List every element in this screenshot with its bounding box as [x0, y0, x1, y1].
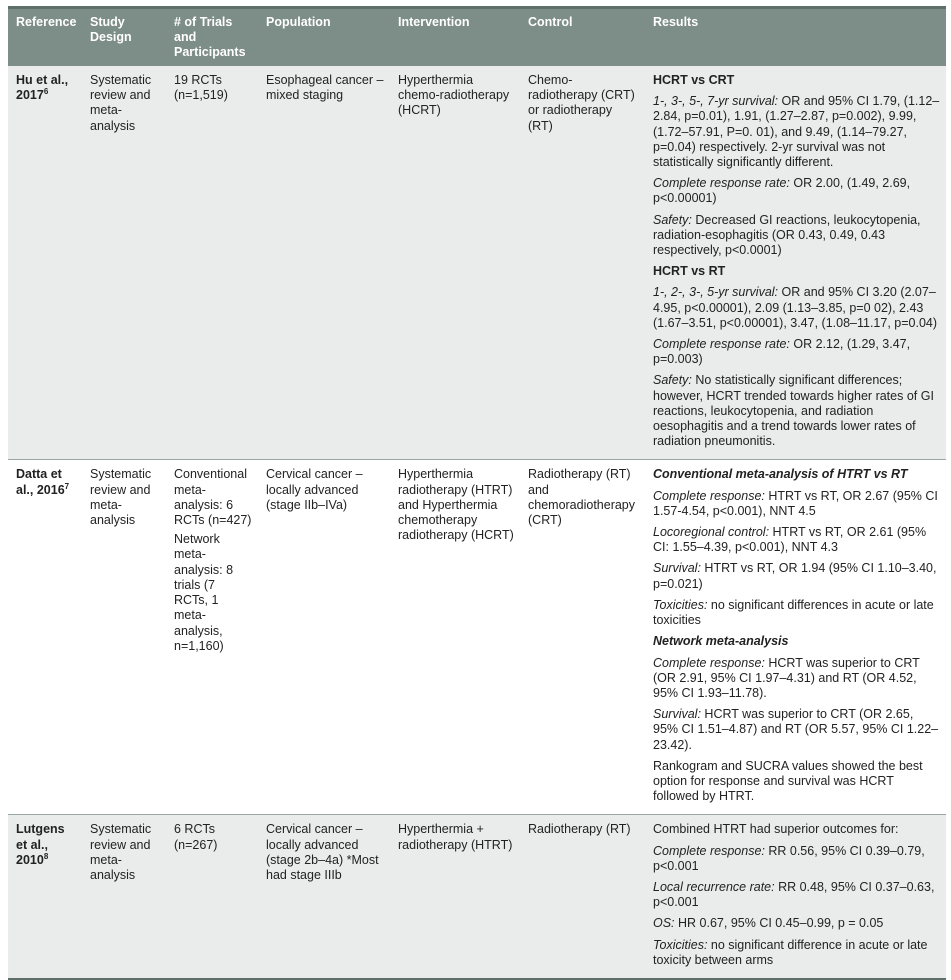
trials-paragraph: 6 RCTs (n=267): [174, 822, 218, 852]
results-paragraph: [653, 373, 940, 449]
results-text: HR 0.67, 95% CI 0.45–0.99, p = 0.05: [678, 916, 884, 931]
results-label: 1-, 2-, 3-, 5-yr survival:: [653, 285, 779, 300]
results-cell: [645, 460, 946, 815]
results-text: OR 2.12, (1.29, 3.47, p=0.003): [653, 337, 911, 367]
table-row: [8, 460, 946, 815]
design-cell: Systematic review and meta-analysis: [82, 815, 166, 979]
evidence-table: [8, 9, 946, 980]
results-paragraph: [653, 337, 940, 367]
trials-paragraph: Conventional meta-analysis: 6 RCTs (n=427): [174, 467, 252, 528]
population-cell: Cervical cancer – locally advanced (stage 2b–4a) *Most had stage IIIb: [258, 815, 390, 979]
results-label: 1-, 3-, 5-, 7-yr survival:: [653, 94, 779, 109]
intervention-cell: Hyperthermia radiotherapy (HTRT) and Hyperthermia chemotherapy radiotherapy (HCRT): [390, 460, 520, 815]
results-label: Safety:: [653, 373, 692, 388]
results-label: Local recurrence rate:: [653, 879, 775, 894]
results-label: Toxicities:: [653, 597, 708, 612]
intervention-cell: Hyperthermia chemo-radiotherapy (HCRT): [390, 66, 520, 460]
results-paragraph: [653, 285, 940, 331]
trials-cell: [166, 815, 258, 979]
intervention-cell: Hyperthermia + radiotherapy (HTRT): [390, 815, 520, 979]
reference-cell: [8, 460, 82, 815]
header-population: Population: [258, 9, 390, 66]
trials-paragraph: Network meta-analysis: 8 trials (7 RCTs, 1 meta-analysis, n=1,160): [174, 532, 234, 653]
reference-text: Datta et al., 2016: [16, 467, 65, 497]
results-text: No statistically significant differences; however, HCRT trended towards higher rates of GI reactions, leukocytopenia, and radiation oesophagitis and a trend towards lower rates of radiation pneumonitis.: [653, 373, 934, 449]
population-cell: Esophageal cancer – mixed staging: [258, 66, 390, 460]
header-control: Control: [520, 9, 645, 66]
reference-text: Hu et al., 2017: [16, 73, 69, 103]
results-paragraph: [653, 213, 940, 259]
results-label: Survival:: [653, 561, 701, 576]
results-label: Complete response rate:: [653, 176, 790, 191]
table-row: [8, 66, 946, 460]
reference-superscript: 8: [43, 851, 49, 861]
trials-cell: [166, 460, 258, 815]
results-paragraph: [653, 598, 940, 628]
results-text: no significant differences in acute or late toxicities: [653, 597, 934, 628]
results-cell: [645, 66, 946, 460]
reference-cell: [8, 815, 82, 979]
results-paragraph: [653, 94, 940, 170]
results-text: OR and 95% CI 3.20 (2.07–4.95, p<0.00001), 2.09 (1.13–3.85, p=0 02), 2.43 (1.67–3.51, p<0.00001), 3.47, (1.08–11.17, p=0.04): [653, 285, 938, 330]
results-label: OS:: [653, 916, 675, 931]
results-text: RR 0.48, 95% CI 0.37–0.63, p<0.001: [653, 879, 935, 910]
results-text: HCRT was superior to CRT (OR 2.65, 95% CI 1.51–4.87) and RT (OR 5.57, 95% CI 1.22–23.42).: [653, 707, 939, 752]
results-paragraph: [653, 938, 940, 968]
results-cell: [645, 815, 946, 979]
header-study-design: Study Design: [82, 9, 166, 66]
header-results: Results: [645, 9, 946, 66]
results-label: Complete response rate:: [653, 337, 790, 352]
table-row: [8, 815, 946, 979]
header-row: [8, 9, 946, 66]
results-heading: HCRT vs RT: [653, 264, 726, 279]
header-reference: Reference: [8, 9, 82, 66]
results-text: HTRT vs RT, OR 1.94 (95% CI 1.10–3.40, p=0.021): [653, 561, 937, 591]
results-paragraph: [653, 880, 940, 910]
control-cell: Radiotherapy (RT): [520, 815, 645, 979]
results-text: HTRT vs RT, OR 2.67 (95% CI 1.57-4.54, p<0.001), NNT 4.5: [653, 488, 938, 518]
results-text: HCRT was superior to CRT (OR 2.91, 95% CI 1.97–4.31) and RT (OR 4.52, 95% CI 1.93–11.78).: [653, 655, 920, 700]
results-text: Decreased GI reactions, leukocytopenia, radiation-esophagitis (OR 0.43, 0.49, 0.43 respectively, p<0.0001): [653, 212, 921, 258]
results-paragraph: [653, 822, 940, 837]
results-label: Complete response:: [653, 488, 765, 503]
results-paragraph: [653, 656, 940, 702]
trials-cell: [166, 66, 258, 460]
results-label: Complete response:: [653, 655, 765, 670]
reference-superscript: 6: [43, 87, 49, 97]
header-intervention: Intervention: [390, 9, 520, 66]
results-text: OR and 95% CI 1.79, (1.12–2.84, p=0.01), 1.91, (1.27–2.87, p=0.002), 9.99, (1.72–57.91, P=0. 01), and 9.49, (1.14–79.27, p=0.04) respectively. 2-yr survival was not statistically significantly different.: [653, 94, 940, 170]
results-heading: Conventional meta-analysis of HTRT vs RT: [653, 467, 908, 482]
design-cell: Systematic review and meta-analysis: [82, 460, 166, 815]
results-paragraph: [653, 844, 940, 874]
reference-cell: [8, 66, 82, 460]
results-label: Safety:: [653, 212, 692, 227]
results-text: Combined HTRT had superior outcomes for:: [653, 822, 899, 837]
results-text: OR 2.00, (1.49, 2.69, p<0.00001): [653, 176, 911, 206]
control-cell: Chemo-radiotherapy (CRT) or radiotherapy (RT): [520, 66, 645, 460]
results-paragraph: [653, 916, 940, 931]
reference-superscript: 7: [64, 481, 70, 491]
header-trials: # of Trials and Participants: [166, 9, 258, 66]
results-heading: Network meta-analysis: [653, 634, 789, 649]
results-paragraph: [653, 561, 940, 591]
results-paragraph: [653, 759, 940, 805]
design-cell: Systematic review and meta-analysis: [82, 66, 166, 460]
population-cell: Cervical cancer – locally advanced (stage IIb–IVa): [258, 460, 390, 815]
results-text: RR 0.56, 95% CI 0.39–0.79, p<0.001: [653, 843, 925, 873]
results-text: Rankogram and SUCRA values showed the best option for response and survival was HCRT followed by HTRT.: [653, 758, 923, 804]
results-paragraph: [653, 707, 940, 753]
results-text: no significant difference in acute or late toxicity between arms: [653, 937, 928, 967]
results-label: Toxicities:: [653, 937, 708, 952]
results-text: HTRT vs RT, OR 2.61 (95% CI: 1.55–4.39, p<0.001), NNT 4.3: [653, 525, 927, 555]
results-heading: HCRT vs CRT: [653, 73, 735, 87]
reference-text: Lutgens et al., 2010: [16, 822, 65, 867]
control-cell: Radiotherapy (RT) and chemoradiotherapy (CRT): [520, 460, 645, 815]
trials-paragraph: 19 RCTs (n=1,519): [174, 73, 228, 103]
results-paragraph: [653, 489, 940, 519]
results-label: Complete response:: [653, 843, 765, 858]
results-label: Survival:: [653, 707, 701, 722]
results-label: Locoregional control:: [653, 525, 770, 540]
results-paragraph: [653, 176, 940, 206]
results-paragraph: [653, 525, 940, 555]
